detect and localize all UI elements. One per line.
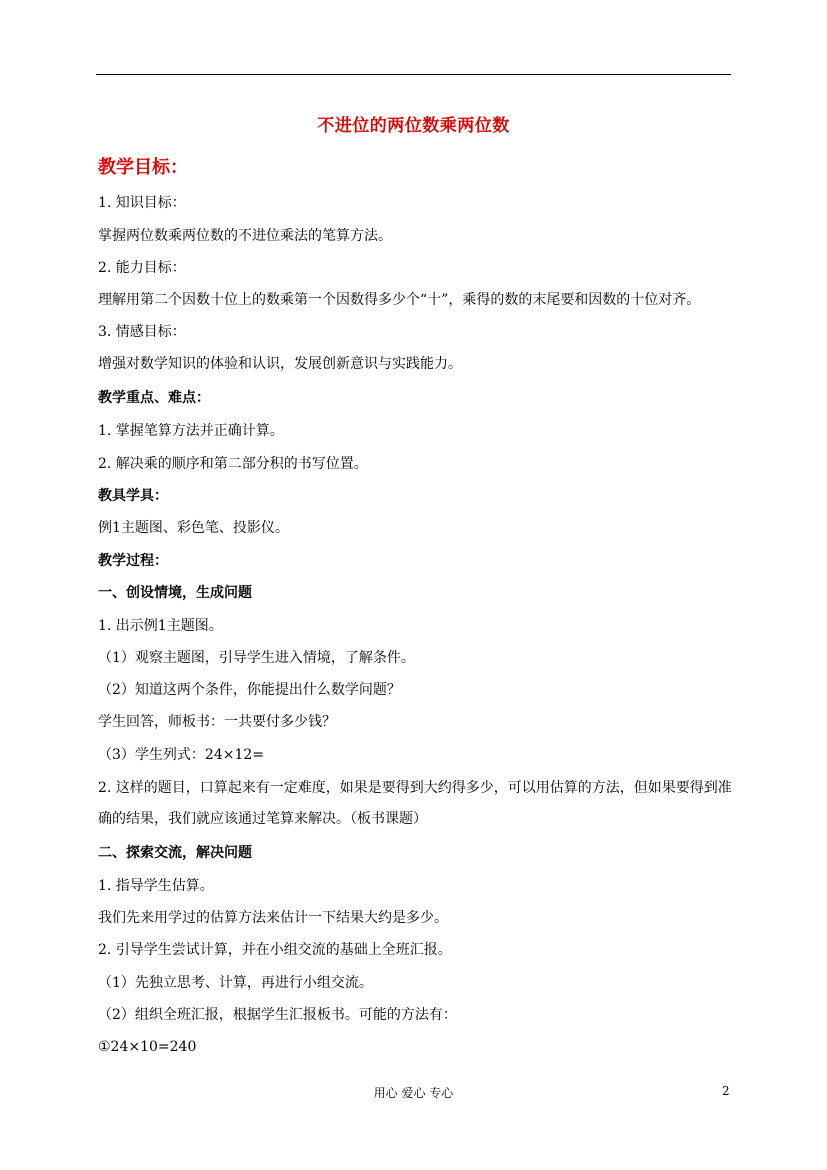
part-one-heading: 一、创设情境，生成问题 <box>98 585 252 601</box>
step-1-sub-3: （3）学生列式：24×12= <box>98 747 264 763</box>
key-points-heading: 教学重点、难点： <box>98 390 210 406</box>
document-title: 不进位的两位数乘两位数 <box>317 116 510 136</box>
estimate-step: 1. 指导学生估算。 <box>98 878 214 894</box>
step-1-sub-2: （2）知道这两个条件，你能提出什么数学问题？ <box>98 682 401 698</box>
step-1-sub-1: （1）观察主题图，引导学生进入情境，了解条件。 <box>98 650 415 666</box>
materials-text: 例1主题图、彩色笔、投影仪。 <box>98 520 289 536</box>
key-point-1: 1. 掌握笔算方法并正确计算。 <box>98 423 284 439</box>
header-rule <box>96 74 731 75</box>
key-point-2: 2. 解决乘的顺序和第二部分积的书写位置。 <box>98 456 368 472</box>
footer-motto: 用心 爱心 专心 <box>373 1086 454 1100</box>
page-number: 2 <box>722 1084 730 1098</box>
step-2-paragraph: 2. 这样的题目，口算起来有一定难度，如果是要得到大约得多少，可以用估算的方法，但如果要得到准确的结果，我们就应该通过笔算来解决。（板书课题） <box>98 780 732 827</box>
objective-3-text: 增强对数学知识的体验和认识，发展创新意识与实践能力。 <box>98 356 462 372</box>
try-sub-1: （1）先独立思考、计算，再进行小组交流。 <box>98 975 373 991</box>
objectives-heading: 教学目标： <box>98 157 188 178</box>
objective-2-text: 理解用第二个因数十位上的数乘第一个因数得多少个“十”，乘得的数的末尾要和因数的十位对齐。 <box>98 292 701 308</box>
materials-heading: 教具学具： <box>98 488 168 504</box>
objective-3-label: 3. 情感目标： <box>98 324 186 340</box>
step-1: 1. 出示例1主题图。 <box>98 618 223 634</box>
student-answer: 学生回答，师板书：一共要付多少钱？ <box>98 714 336 730</box>
process-heading: 教学过程： <box>98 553 168 569</box>
objective-1-label: 1. 知识目标： <box>98 195 186 211</box>
objective-1-text: 掌握两位数乘两位数的不进位乘法的笔算方法。 <box>98 228 392 244</box>
objective-2-label: 2. 能力目标： <box>98 260 186 276</box>
method-1: ①24×10=240 <box>98 1039 197 1055</box>
try-sub-2: （2）组织全班汇报，根据学生汇报板书。可能的方法有： <box>98 1007 457 1023</box>
try-step: 2. 引导学生尝试计算，并在小组交流的基础上全班汇报。 <box>98 942 452 958</box>
estimate-text: 我们先来用学过的估算方法来估计一下结果大约是多少。 <box>98 910 448 926</box>
part-two-heading: 二、探索交流，解决问题 <box>98 845 252 861</box>
